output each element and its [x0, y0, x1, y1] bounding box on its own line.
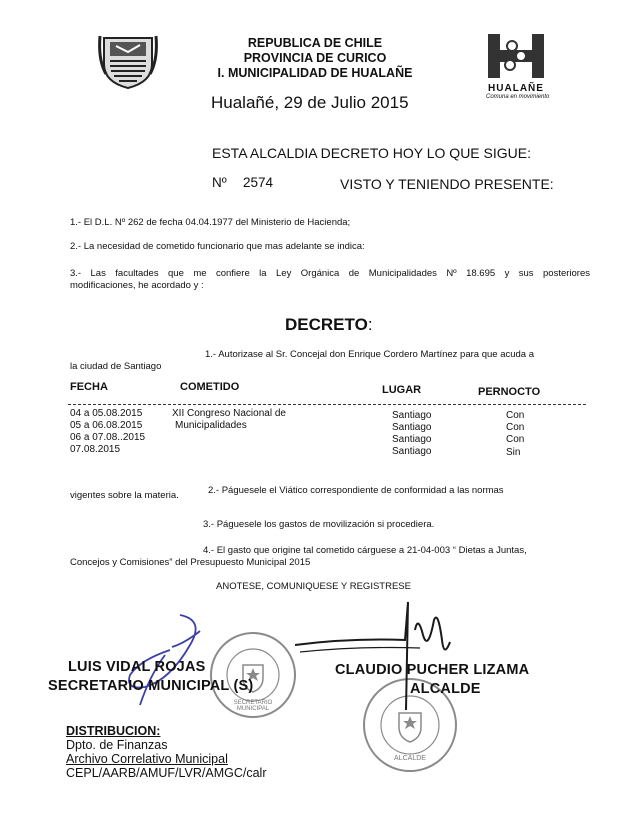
consideration-3-cont: modificaciones, he acordado y : [70, 280, 204, 291]
consideration-3: 3.- Las facultades que me confiere la Ley Orgánica de Municipalidades Nº 18.695 y sus posteriores [70, 268, 590, 279]
official-stamp-left [208, 630, 298, 720]
table-header-rule [68, 404, 586, 405]
intro-text: ESTA ALCALDIA DECRETO HOY LO QUE SIGUE: [212, 145, 531, 161]
signature-left [110, 595, 220, 715]
decree-number: 2574 [243, 175, 274, 190]
hualane-logo [486, 34, 550, 102]
row-2-pernocto: Con [506, 422, 525, 433]
logo-tagline: Comuna en movimiento [486, 94, 550, 100]
row-1-pernocto: Con [506, 410, 525, 421]
cometido-line-1: XII Congreso Nacional de [172, 408, 286, 419]
stamp-right-text: ALCALDE [394, 755, 426, 762]
point-4-line-2: Concejos y Comisiones” del Presupuesto Municipal 2015 [70, 557, 311, 568]
decreto-title [285, 315, 373, 335]
document-date: Hualañé, 29 de Julio 2015 [211, 93, 409, 112]
closing-formula: ANOTESE, COMUNIQUESE Y REGISTRESE [216, 581, 411, 592]
row-1-lugar: Santiago [392, 410, 432, 421]
row-4-pernocto: Sin [506, 447, 521, 458]
header-municipality: I. MUNICIPALIDAD DE HUALAÑE [217, 66, 413, 80]
header-country: REPUBLICA DE CHILE [247, 36, 383, 50]
stamp-left-text: SECRETARIO MUNICIPAL [233, 700, 273, 712]
row-3-lugar: Santiago [392, 434, 432, 445]
table-header-fecha: FECHA [70, 381, 108, 393]
table-header-pernocto: PERNOCTO [478, 386, 541, 398]
point-2-line-2: vigentes sobre la materia. [70, 490, 179, 501]
decree-number-label: Nº [212, 175, 227, 190]
decreto-title-colon: : [367, 315, 373, 334]
visto-heading: VISTO Y TENIENDO PRESENTE: [340, 176, 554, 192]
decreto-title-word: DECRETO [285, 315, 368, 334]
point-1-line-2: la ciudad de Santiago [70, 361, 162, 372]
point-4-line-1: 4.- El gasto que origine tal cometido cárguese a 21-04-003 “ Dietas a Juntas, [203, 545, 527, 556]
row-2-lugar: Santiago [392, 422, 432, 433]
row-2-fecha: 05 a 06.08.2015 [70, 420, 143, 431]
cometido-line-2: Municipalidades [175, 420, 247, 431]
consideration-1: 1.- El D.L. Nº 262 de fecha 04.04.1977 del Ministerio de Hacienda; [70, 217, 351, 228]
consideration-2: 2.- La necesidad de cometido funcionario que mas adelante se indica: [70, 241, 365, 252]
row-3-pernocto: Con [506, 434, 525, 445]
left-signatory-title: SECRETARIO MUNICIPAL (S) [48, 678, 254, 694]
point-1-line-1: 1.- Autorizase al Sr. Concejal don Enrique Cordero Martínez para que acuda a [205, 349, 534, 360]
point-2-line-1: 2.- Páguesele el Viático correspondiente de conformidad a las normas [208, 485, 504, 496]
row-3-fecha: 06 a 07.08..2015 [70, 432, 146, 443]
header-province: PROVINCIA DE CURICO [243, 51, 387, 65]
distribution-title: DISTRIBUCION: [66, 724, 161, 738]
row-4-lugar: Santiago [392, 446, 432, 457]
right-signatory-name: CLAUDIO PUCHER LIZAMA [335, 662, 530, 678]
point-3: 3.- Páguesele los gastos de movilización si procediera. [203, 519, 435, 530]
table-header-cometido: COMETIDO [180, 381, 240, 393]
logo-name: HUALAÑE [488, 83, 544, 94]
left-signatory-name: LUIS VIDAL ROJAS [68, 659, 206, 675]
distribution-item-2: Archivo Correlativo Municipal [66, 752, 228, 766]
row-1-fecha: 04 a 05.08.2015 [70, 408, 143, 419]
distribution-item-3: CEPL/AARB/AMUF/LVR/AMGC/calr [66, 766, 267, 780]
hualane-logo-mark-icon [486, 34, 546, 78]
distribution-item-1: Dpto. de Finanzas [66, 738, 168, 752]
signature-right [290, 600, 490, 720]
table-header-lugar: LUGAR [382, 384, 422, 396]
row-4-fecha: 07.08.2015 [70, 444, 121, 455]
coat-of-arms-emblem [98, 30, 158, 90]
right-signatory-title: ALCALDE [410, 681, 481, 697]
